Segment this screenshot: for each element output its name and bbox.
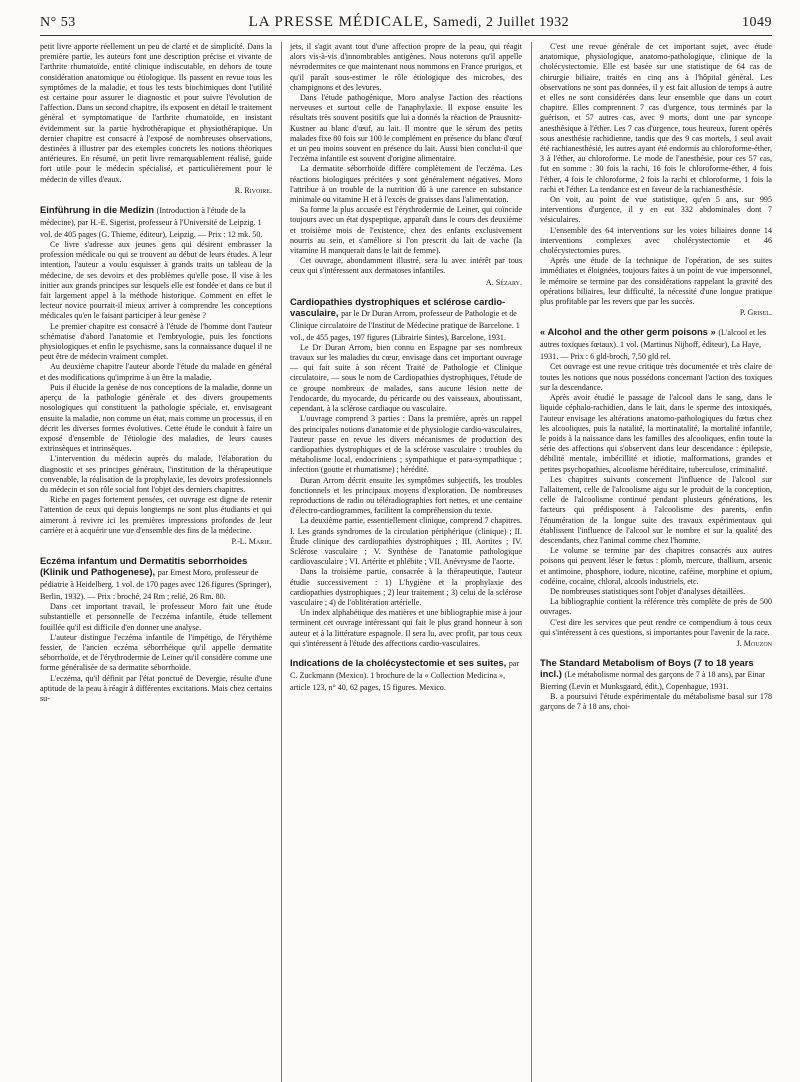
review-heading xyxy=(290,296,522,343)
review-heading xyxy=(540,657,772,692)
paragraph: Le premier chapitre est consacré à l'étude de l'homme dont l'auteur schématise d'abord l'anatomie et l'embryologie, puis les fonctions physiologiques et enfin le psychisme, sans la connaissance duquel il ne peut être de médecin vraiment complet. xyxy=(40,321,272,362)
paragraph: Après une étude de la technique de l'opération, de ses suites immédiates et éloignées, toujours faites à un point de vue impersonnel, le mémoire se termine par des considérations rappelant la gravité des opérations biliaires, leur difficulté, la nécessité d'une longue pratique plus profitable par les revers que par les succès. xyxy=(540,256,772,307)
page-folio: 1049 xyxy=(741,15,772,30)
review-bibliographic-info: par Ernest Moro, professeur de pédiatrie à Heidelberg. 1 vol. de 170 pages avec 126 figures (Springer), Berlin, 1932). — Prix : broché, 24 Rm ; relié, 26 Rm. 80. xyxy=(40,568,272,602)
review-bibliographic-info: (L'alcool et les autres toxiques fœtaux). 1 vol. (Martinus Nijhoff, éditeur), La Haye, 1931. — Prix : 6 gld-broch, 7,50 gld rel. xyxy=(540,328,767,362)
paragraph: L'ensemble des 64 interventions sur les voies biliaires donne 14 interventions complexes avec cholécystectomie et 46 cholécystectomies pures. xyxy=(540,225,772,256)
review-title: « Alcohol and the other germ poisons » xyxy=(540,326,716,338)
issue-number: N° 53 xyxy=(40,15,76,30)
reviewer-signature: P.-L. Marie. xyxy=(231,536,272,546)
review-heading xyxy=(40,204,272,240)
paragraph: Ce livre s'adresse aux jeunes gens qui désirent embrasser la profession médicale ou qui se trouvent au début de leurs études. A leur intention, l'auteur a voulu esquisser à grands traits un tableau de la médecine, de ses devoirs et des problèmes qu'elle pose. Il vise à les initier aux grands principes sur lesquels elle est fondée et dans ce but il fait largement appel à la méthode historique. Comment en effet le lecteur novice pourrait-il mieux arriver à comprendre les conceptions médicales qu'en le faisant participer à leur genèse ? xyxy=(40,240,272,321)
review-bibliographic-info: (Introduction à l'étude de la médecine), par H.-E. Sigerist, professeur à l'Université de Leipzig. 1 vol. de 405 pages (G. Thieme, éditeur), Leipzig. — Prix : 12 mk. 50. xyxy=(40,206,263,240)
paragraph: Cet ouvrage, abondamment illustré, sera lu avec intérêt par tous ceux qui s'intéressent aux dermatoses infantiles. xyxy=(290,256,522,276)
paragraph: B. a poursuivi l'étude expérimentale du métabolisme basal sur 178 garçons de 7 à 18 ans, choi- xyxy=(540,692,772,712)
reviewer-signature: A. Sézary. xyxy=(485,277,522,287)
text-columns xyxy=(40,42,772,1082)
paragraph: L'intervention du médecin auprès du malade, l'élaboration du diagnostic et ses principes généraux, l'institution de la thérapeutique convenable, la réalisation de la prophylaxie, les devoirs professionnels du médecin et son rôle social font l'objet des derniers chapitres. xyxy=(40,454,272,494)
paragraph: Le volume se termine par des chapitres consacrés aux autres poisons qui peuvent léser le fœtus : plomb, mercure, thallium, arsenic et antimoine, phosphore, iodure, nicotine, caféine, morphine et opium, codéine, cocaïne, chloral, alcools industriels, etc. xyxy=(540,546,772,586)
paragraph: petit livre apporte réellement un peu de clarté et de simplicité. Dans la première partie, les auteurs font une description précise et vivante de l'arthrite rhumatoïde, entité clinique indiscutable, en dehors de toute considération anatomique ou étiologique. Ils passent en revue tous les symptômes de la maladie, et tous les tests biochimiques dont l'utilité est certaine pour assurer le diagnostic et pour suivre l'évolution de l'affection. Dans un second chapitre, ils exposent en détail le traitement général et symptomatique de l'arthrite rhumatoïde, en insistant évidemment sur la partie hydrothérapique et physiothérapique. Un dernier chapitre est consacré à l'exposé de nombreuses observations, destinées à illustrer par des exemples concrets les notions théoriques antérieures. En résumé, un petit livre remarquablement réalisé, guide fort utile pour le médecin spécialisé, et particulièrement pour le médecin de villes d'eaux. xyxy=(40,42,272,184)
paragraph: L'ouvrage comprend 3 parties : Dans la première, après un rappel des principales notions d'anatomie et de physiologie cardio-vasculaires, l'auteur passe en revue les divers mécanismes de production des cardiopathies dystrophiques et de la sclérose vasculaire : troubles du métabolisme local, endocriniens ; sympathique et para-sympathique ; infection (goutte et rhumatisme) ; hérédité. xyxy=(290,414,522,475)
paragraph: Dans la troisième partie, consacrée à la thérapeutique, l'auteur étudie successivement : 1) L'hygiène et la prophylaxie des cardiopathies dystrophiques ; 2) leur traitement ; 3) celui de la sclérose vasculaire ; 4) de l'oblitération artérielle. xyxy=(290,567,522,607)
paragraph: La bibliographie contient la référence très complète de près de 500 ouvrages. xyxy=(540,597,772,617)
reviewer-signature: J. Mouzon xyxy=(736,638,772,648)
paragraph: Puis il élucide la genèse de nos conceptions de la maladie, donne un aperçu de la pathologie générale et des divers groupements nosologiques qui constituent la pathologie spéciale, et, envisageant ensuite la maladie, non comme un état, mais comme un processus, il en décrit les diverses formes évolutives. Cette étude le conduit à faire un exposé d'ensemble de l'étiologie des maladies, de leurs causes extrinsèques et intrinsèques. xyxy=(40,382,272,454)
reviewer-signature: P. Grisel. xyxy=(739,308,772,318)
review-title: Einführung in die Medizin xyxy=(40,204,155,216)
paragraph: La dermatite séborrhoïde diffère complètement de l'eczéma. Les réactions biologiques précitées y sont généralement négatives. Moro l'attribue à un trouble de la nutrition dû à une carence en substance minimale ou vitamine H et à l'excès de graisses dans l'alimentation. xyxy=(290,164,522,205)
column-2 xyxy=(290,42,522,1082)
paragraph: La deuxième partie, essentiellement clinique, comprend 7 chapitres. I. Les grands syndromes de la circulation périphérique (clinique) ; II. Étude clinique des cardiopathies dystrophiques ; III. Aortites ; IV. Sclérose vasculaire ; V. Synthèse de l'anatomie pathologique cardiovasculaire ; VI. Artérite et phlébite ; VII. Anévrysme de l'aorte. xyxy=(290,516,522,567)
review-heading xyxy=(290,657,522,693)
paragraph: Les chapitres suivants concernent l'influence de l'alcool sur l'allaitement, celle de l'alcoolisme aigu sur le produit de la conception, celle de l'alcoolisme continué pendant plusieurs générations, les facteurs qui prédisposent à l'alcoolisme des parents, enfin l'énumération de la longue suite des travaux expérimentaux qui établissent l'influence de l'alcool sur le nombre et sur la qualité des descendants, chez l'animal comme chez l'homme. xyxy=(540,474,772,545)
column-3 xyxy=(540,42,772,1082)
paragraph: Dans cet important travail, le professeur Moro fait une étude substantielle et personnelle de l'eczéma infantile, étude tellement fouillée qu'il est difficile d'en donner une analyse. xyxy=(40,602,272,632)
review-title: Cardiopathies dystrophiques et sclérose cardio-vasculaire, xyxy=(290,295,506,318)
paragraph: Duran Arrom décrit ensuite les symptômes subjectifs, les troubles fonctionnels et les principaux moyens d'exploration. De nombreuses reproductions de radio ou téléradiographies fort nettes, et une centaine d'électro-cardiogrammes, facilitent la compréhension du texte. xyxy=(290,475,522,516)
paragraph: Dans l'étude pathogénique, Moro analyse l'action des réactions nerveuses et surtout celle de l'anaphylaxie. Il expose ensuite les résultats très souvent positifs que lui a donnés la réaction de Prausnitz-Kustner au blanc d'œuf, au lait. Il montre que le sérum des petits malades fixe 80 fois sur 100 le complément en présence du blanc d'œuf et un peu moins souvent en présence du lait. Aussi bien conclut-il que l'eczéma infantile est souvent d'origine alimentaire. xyxy=(290,93,522,164)
paragraph: Après avoir étudié le passage de l'alcool dans le sang, dans le liquide céphalo-rachidien, dans le lait, dans le sperme des intoxiqués, l'auteur envisage les altérations anatomo-pathologiques du fœtus chez les alcooliques, puis la natalité, la mortinatalité, la mortalité infantile, le poids à la naissance dans les familles des alcooliques, enfin toute la série des affections qui s'observent dans leur descendance : épilepsie, débilité mentale, imbécillité et idiotie, malformations, grandes et petites psychopathies, alcoolisme héréditaire, tuberculose, criminalité. xyxy=(540,393,772,474)
column-1 xyxy=(40,42,272,1082)
paragraph: L'eczéma, qu'il définit par l'état ponctué de Devergie, résulte d'une aptitude de la peau à réagir à différentes excitations. Mais chez certains su- xyxy=(40,673,272,703)
paragraph: C'est dire les services que peut rendre ce compendium à tous ceux qui s'intéressent à ces questions, si importantes pour l'avenir de la race. xyxy=(540,617,772,637)
review-title: Eczéma infantum und Dermatitis seborrhoides (Klinik und Pathogenese), xyxy=(40,555,248,578)
journal-title xyxy=(249,14,569,31)
journal-name: LA PRESSE MÉDICALE, xyxy=(248,14,429,30)
review-heading xyxy=(40,555,272,602)
review-heading xyxy=(540,326,772,362)
paragraph: Au deuxième chapitre l'auteur aborde l'étude du malade en général et des modifications qu'imprime à un être la maladie. xyxy=(40,362,272,382)
review-bibliographic-info: par le Dr Duran Arrom, professeur de Pathologie et de Clinique circulatoire de l'Institut de Médecine pratique de Barcelone. 1 vol., de 455 pages, 197 figures (Librairie Sintes), Barcelone, 1931. xyxy=(290,308,520,342)
page-header xyxy=(40,14,772,36)
paragraph: De nombreuses statistiques sont l'objet d'analyses détaillées. xyxy=(550,586,746,596)
paragraph: Sa forme la plus accusée est l'érythrodermie de Leiner, qui coïncide toujours avec un état dyspeptique, apparaît dans le cours des deuxième et troisième mois de l'existence, chez des enfants exclusivement nourris au sein, et s'améliore si l'on prescrit du lait de vache (la vitamine H manquerait dans le lait de femme). xyxy=(290,205,522,256)
paragraph: C'est une revue générale de cet important sujet, avec étude anatomique, physiologique, anatomo-pathologique, clinique de la cholécystectomie. Elle est basée sur une statistique de 64 cas de chirurgie biliaire, traités en cinq ans à l'hôpital général. Les observations ne sont pas données, il y est fait allusion de temps à autre et elles ne sont considérées dans leur ensemble que dans un court chapitre. Elles comprennent 7 cas d'urgence, tous terminés par la guérison, et 57 autres cas, avec 9 morts, dont une par syncope anesthésique à l'éther. Les 7 cas d'urgence, tous heureux, furent opérés sous anesthésie rachidienne, tandis que des 9 cas mortels, 1 seul avait été rachianesthésié, les autres ayant été endormis au chloroforme-éther, 3 à l'éther, au chloroforme. Le mode de l'anesthésie, pour ces 57 cas, fut en somme : 30 fois la rachi, 16 fois le chloroforme-éther, 4 fois l'éther, 4 fois le chloroforme, 2 fois la rachi et chloroforme, 1 fois la rachi et l'éther. La tendance est en faveur de la rachianesthésie. xyxy=(540,42,772,194)
paragraph: Le Dr Duran Arrom, bien connu en Espagne par ses nombreux travaux sur les maladies du cœur, envisage dans cet important ouvrage — qui fait suite à son récent Traité de Pathologie et Clinique circulatoire, — sous le nom de Cardiopathies dystrophiques, l'étude de ce groupe nombreux de malades, sans aucune lésion nette de l'endocarde, du myocarde, du péricarde ou des vaisseaux, aboutissant, cependant, à la sclérose cardiaque ou vasculaire. xyxy=(290,342,522,414)
paragraph: jets, il s'agit avant tout d'une affection propre de la peau, qui réagit alors vis-à-vis d'innombrables antigènes. Nous noterons qu'il appelle névrodermites ce que maintenant nous nommons en France prurigos, et qu'il paraît sous-estimer le rôle étiologique des microbes, des champignons et des levures. xyxy=(290,42,522,92)
review-bibliographic-info: par C. Zuckmann (Mexico). 1 brochure de la « Collection Medicina », article 123, n° 40, 62 pages, 15 figures. Mexico. xyxy=(290,658,520,692)
paragraph: Riche en pages fortement pensées, cet ouvrage est digne de retenir l'attention de ceux qui depuis longtemps ne sont plus étudiants et qui aimeront à revivre ici les premières impressions profondes de leur carrière et à acquérir une vue d'ensemble des fins de la médecine. xyxy=(40,495,272,535)
paragraph: Cet ouvrage est une revue critique très documentée et très claire de toutes les notions que nous possédons concernant l'action des toxiques sur la descendance. xyxy=(540,362,772,392)
paragraph: L'auteur distingue l'eczéma infantile de l'impétigo, de l'érythème fessier, de l'ancien eczéma séborrhéique qu'il appelle dermatite séborrhoïde, et de l'érythrodermie de Leiner qu'il considère comme une forme généralisée de sa dermatite séborrhoïde. xyxy=(40,632,272,673)
review-bibliographic-info: (Le métabolisme normal des garçons de 7 à 18 ans), par Einar Bierring (Levin et Munksgaard, édit.), Copenhague, 1931. xyxy=(540,670,765,692)
paragraph: On voit, au point de vue statistique, qu'en 5 ans, sur 995 interventions d'urgence, il y en eut 332 abdominales dont 7 vésiculaires. xyxy=(540,195,772,225)
review-title: The Standard Metabolism of Boys (7 to 18 years incl.) xyxy=(540,657,754,680)
review-title: Indications de la cholécystectomie et ses suites, xyxy=(290,656,507,668)
issue-date: Samedi, 2 Juillet 1932 xyxy=(432,15,570,30)
paragraph: Un index alphabétique des matières et une bibliographie mise à jour terminent cet ouvrage intéressant qui fait le plus grand honneur à son auteur et à la littérature espagnole. Il sera lu, avec profit, par tous ceux qui s'intéressent à l'étude des affections cardio-vasculaires. xyxy=(290,608,522,648)
reviewer-signature: R. Rivoire. xyxy=(234,185,272,195)
